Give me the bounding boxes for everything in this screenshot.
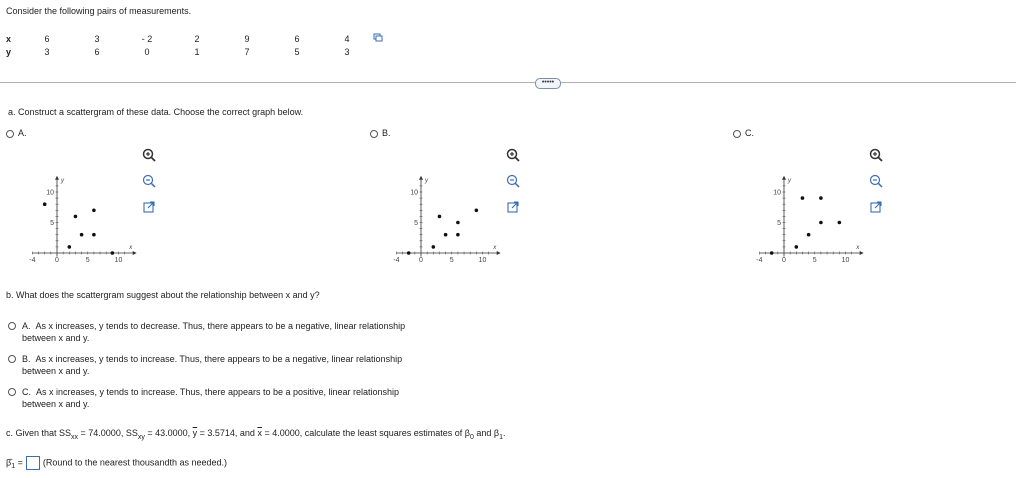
y-arrow [782,176,786,180]
x-axis-label: x [129,245,133,251]
radio-button[interactable] [8,355,16,363]
data-table [2,32,372,58]
beta1-answer-row: $\betâ_1$ = (Round to the nearest thousandth as needed.) [6,457,227,471]
open-in-new-window-icon[interactable] [506,200,520,214]
y-tick-label: 10 [410,189,418,197]
x-tick-label: 10 [478,257,487,264]
y-cell: 0 [144,46,150,57]
part-c-question: c. Given that $SS_{xx} = 74.0000$, $SS_{xy} = 43.0000$, $\overline{y} = 3.5714$, and $\overline{x} = 4.0000$, calculate the least squares estimates of $\beta_0$ and $\beta_1$. [6,428,506,441]
x-tick-label: 5 [85,257,90,264]
y-cell: 1 [194,46,200,57]
answer-text: B. As x increases, y tends to increase. Thus, there appears to be a negative, linear relationship between x and y. [22,354,403,376]
graph-option-b[interactable] [370,128,391,138]
y-cell: 6 [94,46,100,57]
x-tick-label: 0 [55,257,59,264]
data-point [407,251,411,255]
data-point [438,215,442,219]
x-tick-label: 5 [812,257,817,264]
data-point [475,209,479,213]
graph-option-a[interactable] [6,128,27,138]
y-axis-label: y [788,177,791,184]
zoom-out-icon[interactable] [142,174,156,188]
y-row [2,45,372,58]
scattergram-c [751,145,881,265]
radio-button[interactable] [370,130,378,138]
data-point [43,202,47,206]
graph-option-c[interactable] [733,128,754,138]
answer-option-a[interactable] [8,320,428,346]
x-tick-label: -4 [756,257,763,264]
answer-text: C. As x increases, y tends to increase. Thus, there appears to be a positive, linear relationship between x and y. [22,387,400,409]
x-cell: 3 [94,33,100,44]
y-cell: 3 [44,46,50,57]
data-point [801,196,805,200]
radio-button[interactable] [733,130,741,138]
data-point [819,196,823,200]
y-axis-label: y [61,177,64,184]
x-tick-label: 5 [449,257,454,264]
zoom-out-icon[interactable] [506,174,520,188]
data-point [456,221,460,225]
data-point [74,215,78,219]
x-arrow [133,251,137,255]
x-tick-label: 10 [114,257,123,264]
y-tick-label: 5 [414,220,418,227]
beta-hat-label: β̂ [6,457,12,468]
y-tick-label: 10 [46,189,54,197]
divider [0,82,1016,83]
x-tick-label: 0 [419,257,423,264]
x-arrow [497,251,501,255]
part-a-question: a. Construct a scattergram of these data. Choose the correct graph below. [8,107,304,117]
zoom-in-icon[interactable] [142,148,156,162]
option-label: C. [745,128,754,138]
radio-button[interactable] [6,130,14,138]
x-cell: 2 [194,33,200,44]
y-tick-label: 10 [773,189,781,197]
x-tick-label: -4 [29,257,36,264]
data-point [795,245,799,249]
option-label: A. [18,128,27,138]
data-point [68,245,72,249]
intro-text: Consider the following pairs of measurements. [6,6,192,16]
graph-c-tools [869,148,883,214]
x-cell: 9 [244,33,250,44]
data-point [444,233,448,237]
x-axis-label: x [493,245,497,251]
x-tick-label: 0 [782,257,786,264]
x-header: x [6,33,12,44]
rounding-hint: (Round to the nearest thousandth as needed.) [42,457,227,468]
data-point [80,233,84,237]
x-row [2,32,372,45]
radio-button[interactable] [8,322,16,330]
expand-more-button[interactable]: ••••• [535,78,561,89]
scattergram-b [388,145,518,265]
y-arrow [55,176,59,180]
y-axis-label: y [425,177,428,184]
answer-option-c[interactable] [8,386,428,412]
x-tick-label: -4 [393,257,400,264]
open-in-new-window-icon[interactable] [869,200,883,214]
data-point [92,209,96,213]
zoom-in-icon[interactable] [506,148,520,162]
beta1-answer-input[interactable] [26,456,40,470]
y-tick-label: 5 [777,220,781,227]
x-axis-label: x [856,245,860,251]
data-point [838,221,842,225]
open-in-new-window-icon[interactable] [142,200,156,214]
y-cell: 3 [344,46,350,57]
data-point [111,251,115,255]
part-b-question: b. What does the scattergram suggest about the relationship between x and y? [6,290,320,300]
y-cell: 5 [294,46,300,57]
data-point [456,233,460,237]
data-point [819,221,823,225]
zoom-out-icon[interactable] [869,174,883,188]
data-point [432,245,436,249]
graph-b-tools [506,148,520,214]
answer-option-b[interactable] [8,353,428,379]
zoom-in-icon[interactable] [869,148,883,162]
answer-text: A. As x increases, y tends to decrease. Thus, there appears to be a negative, linear relationship between x and y. [22,321,406,343]
radio-button[interactable] [8,388,16,396]
x-tick-label: 10 [841,257,850,264]
option-label: B. [382,128,391,138]
data-point [92,233,96,237]
x-arrow [860,251,864,255]
y-tick-label: 5 [50,220,54,227]
x-cell: - 2 [141,33,153,44]
x-cell: 6 [44,33,50,44]
scattergram-a [24,145,154,265]
y-arrow [419,176,423,180]
data-point [770,251,774,255]
y-cell: 7 [244,46,250,57]
graph-a-tools [142,148,156,214]
x-cell: 4 [344,33,350,44]
y-header: y [6,46,12,57]
data-point [807,233,811,237]
x-cell: 6 [294,33,300,44]
copy-data-icon[interactable] [373,32,383,42]
